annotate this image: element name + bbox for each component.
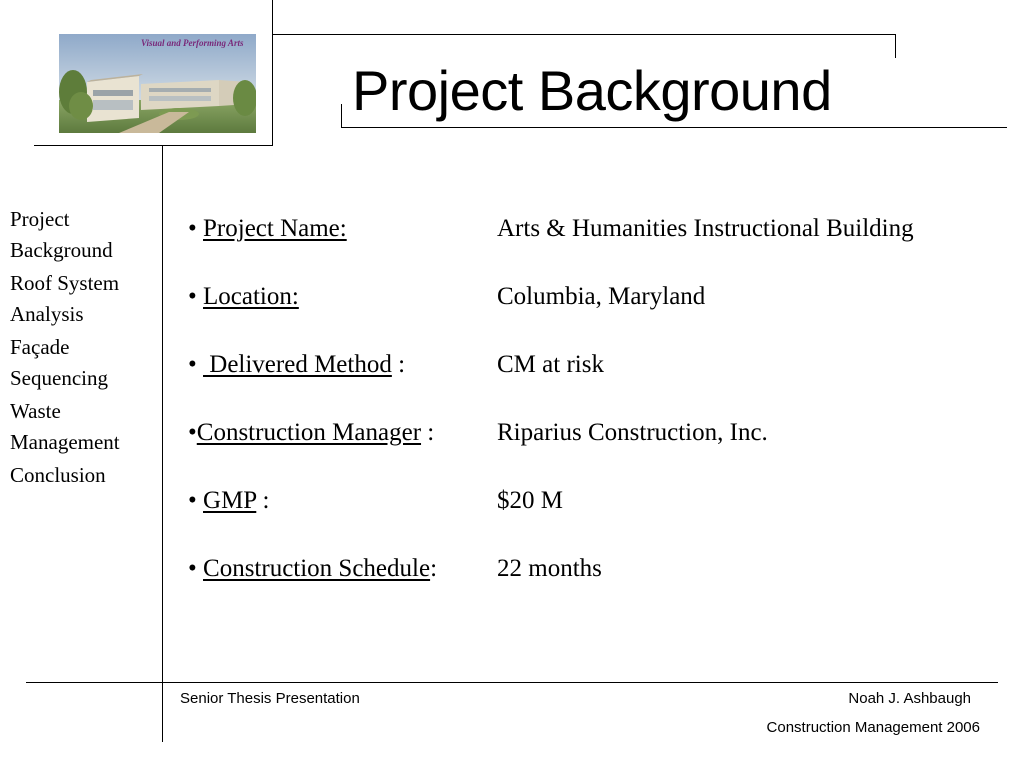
bullet: • xyxy=(188,283,204,310)
detail-label-text: GMP xyxy=(203,487,257,514)
detail-label-suffix: : xyxy=(256,487,270,514)
sidebar-item-roof-system-analysis[interactable] xyxy=(10,268,158,330)
sidebar-item-label: Sequencing xyxy=(10,366,108,390)
bullet: • xyxy=(188,419,197,446)
page-title: Project Background xyxy=(352,59,832,122)
building-rendering-image xyxy=(59,34,256,133)
detail-label xyxy=(188,283,299,310)
sidebar-item-conclusion[interactable] xyxy=(10,460,158,491)
bullet: • xyxy=(188,487,204,514)
sidebar-item-label: Management xyxy=(10,430,120,454)
detail-row-location xyxy=(188,282,706,312)
footer-presentation: Senior Thesis Presentation xyxy=(180,690,360,707)
detail-value: 22 months xyxy=(497,555,602,582)
detail-row-delivered-method xyxy=(188,350,604,380)
sidebar-item-label: Background xyxy=(10,238,113,262)
bullet: • xyxy=(188,351,204,378)
bullet: • xyxy=(188,215,204,242)
title-top-line-end xyxy=(895,34,896,58)
title-bottom-line-start xyxy=(341,104,342,128)
detail-label xyxy=(188,555,437,582)
title-bottom-line xyxy=(341,127,1007,128)
detail-value: $20 M xyxy=(497,487,563,514)
sidebar-item-waste-management[interactable] xyxy=(10,396,158,458)
detail-value: Columbia, Maryland xyxy=(497,283,706,310)
detail-row-construction-manager xyxy=(188,418,768,448)
detail-row-construction-schedule xyxy=(188,554,602,584)
sidebar-item-label: Façade xyxy=(10,335,70,359)
logo-frame-bottom-line xyxy=(34,145,273,146)
footer-author: Noah J. Ashbaugh xyxy=(848,690,971,707)
detail-row-gmp xyxy=(188,486,563,516)
detail-label xyxy=(188,215,347,242)
sidebar-item-facade-sequencing[interactable] xyxy=(10,332,158,394)
detail-label xyxy=(188,487,269,514)
detail-label xyxy=(188,351,405,378)
bullet: • xyxy=(188,555,204,582)
sidebar-item-project-background[interactable] xyxy=(10,204,158,266)
detail-label-text: Construction Schedule xyxy=(203,555,431,582)
footer-divider xyxy=(26,682,998,683)
detail-label-suffix: : xyxy=(421,419,435,446)
title-top-line xyxy=(273,34,895,35)
sidebar-divider xyxy=(162,146,163,742)
detail-label-text: Construction Manager xyxy=(196,419,422,446)
detail-label-text: Location: xyxy=(203,283,299,310)
sidebar-item-label: Waste xyxy=(10,399,61,423)
detail-value: CM at risk xyxy=(497,351,604,378)
sidebar-nav xyxy=(10,204,158,493)
detail-value: Riparius Construction, Inc. xyxy=(497,419,768,446)
building-rendering-svg xyxy=(59,34,256,133)
detail-label-text: Delivered Method xyxy=(203,351,392,378)
sidebar-item-label: Conclusion xyxy=(10,463,106,487)
logo-caption: Visual and Performing Arts xyxy=(141,38,244,48)
sidebar-item-label: Project xyxy=(10,207,70,231)
logo-frame-right-line xyxy=(272,0,273,146)
detail-label-suffix: : xyxy=(391,351,406,378)
detail-row-project-name xyxy=(188,214,914,244)
sidebar-item-label: Analysis xyxy=(10,302,84,326)
detail-label-suffix: : xyxy=(430,555,438,582)
detail-label xyxy=(188,419,434,446)
detail-value: Arts & Humanities Instructional Building xyxy=(497,215,914,242)
detail-label-text: Project Name: xyxy=(203,215,347,242)
footer-program: Construction Management 2006 xyxy=(766,719,980,736)
sidebar-item-label: Roof System xyxy=(10,271,120,295)
